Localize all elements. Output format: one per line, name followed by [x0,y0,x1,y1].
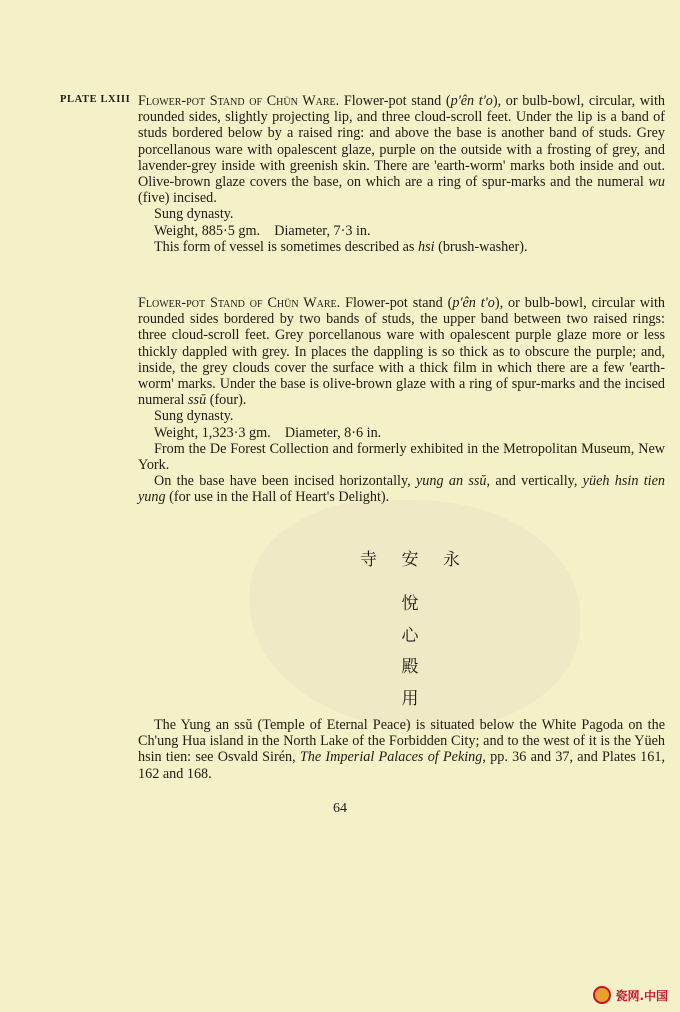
inscription-char: 寺 [360,550,377,570]
watermark-logo-icon [593,986,611,1004]
entry-1-form-note [138,239,665,255]
entry-2-measurements: Weight, 1,323·3 gm. Diameter, 8·6 in. [154,424,382,441]
horizontal-inscription [360,545,460,570]
inscription-char: 永 [443,550,460,570]
inscription-char: 安 [401,550,419,570]
inscription-char: 心 [401,625,419,646]
location-note-text [138,717,665,782]
entry-2-numeral: ssŭ [188,392,207,409]
catalogue-entry-1 [138,93,665,255]
entry-2-text: (four). [206,392,247,409]
page-number: 64 [333,801,347,816]
entry-1-dynasty: Sung dynasty. [154,206,234,223]
book-title: The Imperial Palaces of Peking [299,749,483,766]
entry-2-provenance: From the De Forest Collection and formerly exhibited in the Metropolitan Museum, New York. [138,440,665,474]
entry-1-numeral: wu [648,174,665,191]
entry-2-text: ), or bulb-bowl, circular with rounded sides bordered by two bands of studs, the upper band between two raised rings: three cloud-scroll feet. Grey porcellanous ware with opalescent purple glaze more or less thickly dappled with grey. In places the dappling is so thick as to obscure the purple; and, inside, the grey clouds cover the surface with a thick film in which there are a few 'earth-worm' marks. Under the base is olive-brown glaze with a ring of spur-marks and the incised numeral [138,295,666,409]
entry-2-term: p'ên t'o [452,295,495,311]
vertical-inscription [398,594,422,720]
base-text: (for use in the Hall of Heart's Delight). [165,489,390,506]
note-text: The Yung an ssŭ (Temple of Eternal Peace) is situated below the White Pagoda on the Ch'ung Hua island in the North Lake of the Forbidden City; and to the west of it is the Yüeh hsin tien: see Osvald Sirén, [138,717,665,766]
base-text: , and vertically, [486,473,583,490]
form-note-text: This form of vessel is sometimes described as [154,238,418,255]
plate-label: PLATE LXIII [60,94,131,105]
entry-2-description [138,295,665,408]
location-note [138,717,665,782]
entry-1-title: Flower-pot Stand of Chün Ware. [138,93,340,109]
watermark-text: 瓷网.中国 [615,988,668,1003]
inscription-char: 用 [401,688,419,709]
note-text: , pp. 36 and 37, and Plates 161, 162 and 168. [138,749,665,782]
entry-1-description [138,93,665,206]
inscription-char: 殿 [401,657,419,677]
base-term: yüeh hsin tien yung [138,473,665,506]
entry-1-text: Flower-pot stand ( [339,93,451,109]
entry-1-text: (five) incised. [138,190,217,207]
entry-1-text: ), or bulb-bowl, circular, with rounded sides, slightly projecting lip, and three cloud-scroll feet. Under the lip is a band of studs bordered below by a raised ring: and above the base is another band of studs. Grey porcellanous ware with opalescent glaze, purple on the outside with a frosting of grey, and lavender-grey inside with greenish skin. There are 'earth-worm' marks both inside and out. Olive-brown glaze covers the base, on which are a ring of spur-marks and the numeral [138,93,666,191]
base-term: yung an ssŭ [415,473,487,490]
form-note-term: hsi [418,238,435,255]
entry-1-measurements: Weight, 885·5 gm. Diameter, 7·3 in. [154,222,371,239]
entry-2-title: Flower-pot Stand of Chün Ware. [138,295,341,311]
entry-1-term: p'ên t'o [450,93,493,109]
entry-2-base-inscription [138,473,665,505]
catalogue-entry-2 [138,295,665,506]
form-note-text: (brush-washer). [434,238,528,255]
base-text: On the base have been incised horizontally, [154,473,416,490]
entry-2-dynasty: Sung dynasty. [154,408,234,425]
site-watermark [593,986,668,1004]
inscription-char: 悅 [401,594,419,614]
entry-2-text: Flower-pot stand ( [340,295,453,311]
